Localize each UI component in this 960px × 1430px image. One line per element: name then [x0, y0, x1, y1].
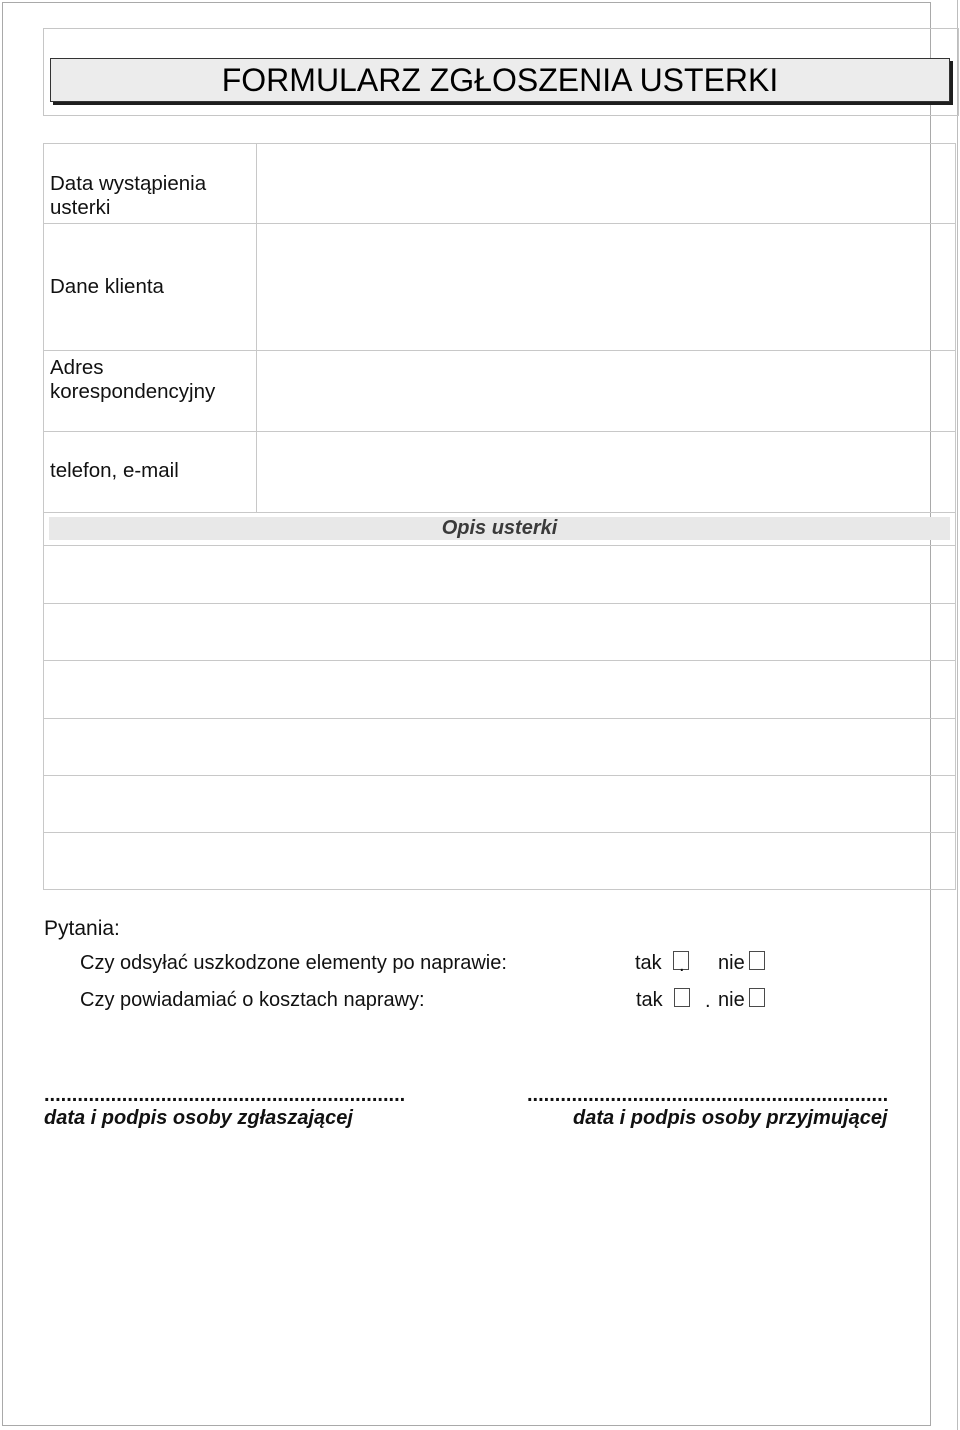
detail-row-date — [43, 143, 956, 223]
question-text: Czy odsyłać uszkodzone elementy po naprawie: — [80, 952, 507, 974]
page-edge-line — [957, 0, 958, 1430]
signature-line-receiver: ................................................................. — [527, 1084, 889, 1106]
detail-value-address — [256, 351, 955, 431]
detail-label-address: Adres korespondencyjny — [50, 356, 216, 403]
description-line — [43, 775, 956, 832]
detail-label-contact: telefon, e-mail — [50, 459, 179, 482]
detail-row-client — [43, 223, 956, 350]
form-title: FORMULARZ ZGŁOSZENIA USTERKI — [50, 58, 950, 102]
no-checkbox[interactable] — [749, 951, 765, 970]
question-text: Czy powiadamiać o kosztach naprawy: — [80, 989, 425, 1011]
description-line — [43, 603, 956, 660]
detail-row-contact — [43, 431, 956, 512]
description-header: Opis usterki — [49, 517, 950, 540]
description-line — [43, 545, 956, 603]
description-line — [43, 832, 956, 890]
description-line — [43, 718, 956, 775]
no-label: nie — [718, 989, 745, 1011]
signature-caption-reporter: data i podpis osoby zgłaszającej — [44, 1107, 353, 1129]
separator-dot: . — [679, 954, 685, 976]
detail-label-date: Data wystąpienia usterki — [50, 172, 207, 219]
description-header-row — [43, 512, 956, 545]
signature-line-reporter: ................................................................. — [44, 1084, 406, 1106]
detail-row-address — [43, 350, 956, 431]
description-line — [43, 660, 956, 718]
detail-value-client — [256, 224, 955, 350]
separator-dot: . — [705, 990, 711, 1012]
yes-checkbox[interactable] — [674, 988, 690, 1007]
yes-label: tak — [635, 952, 662, 974]
questions-heading: Pytania: — [44, 917, 120, 940]
detail-value-contact — [256, 432, 955, 512]
no-label: nie — [718, 952, 745, 974]
detail-value-date — [256, 144, 955, 223]
signature-caption-receiver: data i podpis osoby przyjmującej — [573, 1107, 888, 1129]
no-checkbox[interactable] — [749, 988, 765, 1007]
detail-label-client: Dane klienta — [50, 275, 164, 298]
yes-label: tak — [636, 989, 663, 1011]
